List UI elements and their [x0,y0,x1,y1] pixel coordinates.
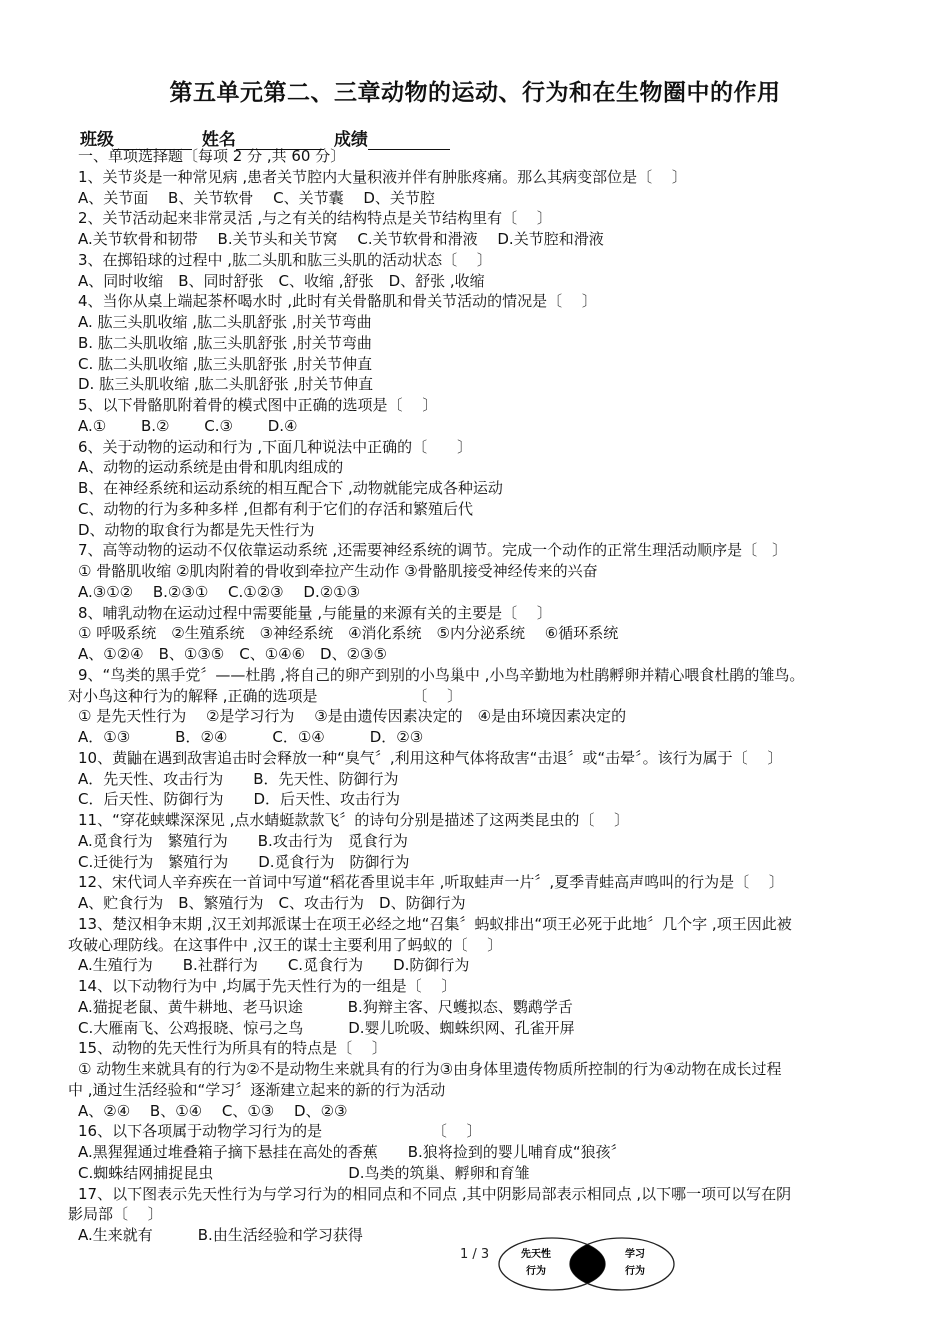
question-line: 1、关节炎是一种常见病 ,患者关节腔内大量积液并伴有肿胀疼痛。那么其病变部位是〔 〕 [78,167,687,186]
venn-diagram [498,1236,676,1292]
question-line: 16、以下各项属于动物学习行为的是 〔 〕 [78,1122,482,1141]
option-line: C、动物的行为多种多样 ,但都有利于它们的存活和繁殖后代 [78,499,474,518]
option-line: ① 动物生来就具有的行为②不是动物生来就具有的行为③由身体里遗传物质所控制的行为④动物在成长过程 [78,1060,782,1078]
option-line: A．①③ B．②④ C．①④ D．②③ [78,728,424,746]
option-line: A、贮食行为 B、繁殖行为 C、攻击行为 D、防御行为 [78,894,466,912]
option-line: D、动物的取食行为都是先天性行为 [78,520,315,539]
question-line: 对小鸟这种行为的解释 ,正确的选项是 〔 〕 [68,686,463,705]
option-line: 中 ,通过生活经验和“学习〞逐渐建立起来的新的行为活动 [68,1080,446,1099]
venn-left-label-1: 先天性 [521,1249,551,1260]
question-line: 影局部〔 〕 [68,1205,163,1224]
question-line: 13、楚汉相争末期 ,汉王刘邦派谋士在项王必经之地“召集〞蚂蚁排出“项王必死于此地〞几个字 ,项王因此被 [78,914,792,933]
question-line: 6、关于动物的运动和行为 ,下面几种说法中正确的〔 〕 [78,437,473,456]
page-title: 第五单元第二、三章动物的运动、行为和在生物圈中的作用 [169,80,781,106]
question-line: 11、“穿花蛱蝶深深见 ,点水蜻蜓款款飞〞的诗句分别是描述了这两类昆虫的〔 〕 [78,811,630,829]
option-line: A、动物的运动系统是由骨和肌肉组成的 [78,458,344,477]
name-label: 姓名 [201,130,236,150]
venn-right-label-2: 行为 [625,1266,645,1277]
option-line: A.生来就有 B.由生活经验和学习获得 [78,1226,363,1244]
question-line: 17、以下图表示先天性行为与学习行为的相同点和不同点 ,其中阴影局部表示相同点 ,以下哪一项可以写在阴 [78,1184,792,1203]
question-line: 2、关节活动起来非常灵活 ,与之有关的结构特点是关节结构里有〔 〕 [78,209,552,228]
venn-right-label-1: 学习 [625,1249,645,1260]
option-line: A.① B.② C.③ D.④ [78,416,298,435]
question-line: 15、动物的先天性行为所具有的特点是〔 〕 [78,1039,387,1058]
option-line: A、①②④ B、①③⑤ C、①④⑥ D、②③⑤ [78,645,387,663]
option-line: A.猫捉老鼠、黄牛耕地、老马识途 B.狗辩主客、尺蠖拟态、鹦鹉学舌 [78,997,573,1016]
question-line: 攻破心理防线。在这事件中 ,汉王的谋士主要利用了蚂蚁的〔 〕 [68,935,503,954]
option-line: ① 呼吸系统 ②生殖系统 ③神经系统 ④消化系统 ⑤内分泌系统 ⑥循环系统 [78,624,619,643]
option-line: C. 肱二头肌收缩 ,肱三头肌舒张 ,肘关节伸直 [78,354,373,373]
page-number: 1 / 3 [460,1247,490,1262]
option-line: C.迁徙行为 繁殖行为 D.觅食行为 防御行为 [78,852,410,871]
option-line: A.生殖行为 B.社群行为 C.觅食行为 D.防御行为 [78,956,470,975]
option-line: B、在神经系统和运动系统的相互配合下 ,动物就能完成各种运动 [78,479,503,497]
option-line: D. 肱三头肌收缩 ,肱二头肌舒张 ,肘关节伸直 [78,375,374,394]
option-line: A. 肱三头肌收缩 ,肱二头肌舒张 ,肘关节弯曲 [78,313,372,331]
question-line: 5、以下骨骼肌附着骨的模式图中正确的选项是〔 〕 [78,396,438,414]
option-line: A、②④ B、①④ C、①③ D、②③ [78,1101,348,1120]
question-line: 4、当你从桌上端起茶杯喝水时 ,此时有关骨骼肌和骨关节活动的情况是〔 〕 [78,292,597,311]
question-list [68,146,890,1246]
question-line: 8、哺乳动物在运动过程中需要能量 ,与能量的来源有关的主要是〔 〕 [78,603,552,622]
option-line: C.大雁南飞、公鸡报晓、惊弓之鸟 D.婴儿吮吸、蜘蛛织网、孔雀开屏 [78,1018,575,1037]
section-heading: 一、单项选择题〔每项 2 分 ,共 60 分〕 [78,147,346,165]
option-line: A.关节软骨和韧带 B.关节头和关节窝 C.关节软骨和滑液 D.关节腔和滑液 [78,230,604,248]
option-line: ① 骨骼肌收缩 ②肌肉附着的骨收到牵拉产生动作 ③骨骼肌接受神经传来的兴奋 [78,562,598,580]
score-label: 成绩 [333,130,368,150]
question-line: 14、以下动物行为中 ,均属于先天性行为的一组是〔 〕 [78,977,457,995]
option-line: C.蜘蛛结网捕捉昆虫 D.鸟类的筑巢、孵卵和育雏 [78,1163,530,1182]
venn-left-label-2: 行为 [526,1266,546,1277]
option-line: ① 是先天性行为 ②是学习行为 ③是由遗传因素决定的 ④是由环境因素决定的 [78,707,627,726]
option-line: A.黑猩猩通过堆叠箱子摘下悬挂在高处的香蕉 B.狼将捡到的婴儿哺育成“狼孩〞 [78,1143,626,1161]
class-label: 班级 [80,130,114,150]
option-line: B. 肱二头肌收缩 ,肱三头肌舒张 ,肘关节弯曲 [78,333,372,352]
option-line: A、关节面 B、关节软骨 C、关节囊 D、关节腔 [78,188,435,207]
question-line: 9、“鸟类的黑手党〞——杜鹃 ,将自己的卵产到别的小鸟巢中 ,小鸟辛勤地为杜鹃孵卵并精心喂食杜鹃的雏鸟。 [78,665,805,684]
option-line: A.③①② B.②③① C.①②③ D.②①③ [78,582,361,601]
option-line: C．后天性、防御行为 D．后天性、攻击行为 [78,790,401,809]
question-line: 10、黄鼬在遇到敌害追击时会释放一种“臭气〞,利用这种气体将敌害“击退〞或“击晕〞。该行为属于〔 〕 [78,748,783,767]
option-line: A.觅食行为 繁殖行为 B.攻击行为 觅食行为 [78,831,408,850]
option-line: A、同时收缩 B、同时舒张 C、收缩 ,舒张 D、舒张 ,收缩 [78,271,485,290]
question-line: 12、宋代词人辛弃疾在一首词中写道“稻花香里说丰年 ,听取蛙声一片〞,夏季青蛙高声鸣叫的行为是〔 〕 [78,873,784,892]
option-line: A．先天性、攻击行为 B．先天性、防御行为 [78,769,399,788]
question-line: 3、在掷铅球的过程中 ,肱二头肌和肱三头肌的活动状态〔 〕 [78,250,492,269]
question-line: 7、高等动物的运动不仅依靠运动系统 ,还需要神经系统的调节。完成一个动作的正常生理活动顺序是〔 〕 [78,541,788,560]
